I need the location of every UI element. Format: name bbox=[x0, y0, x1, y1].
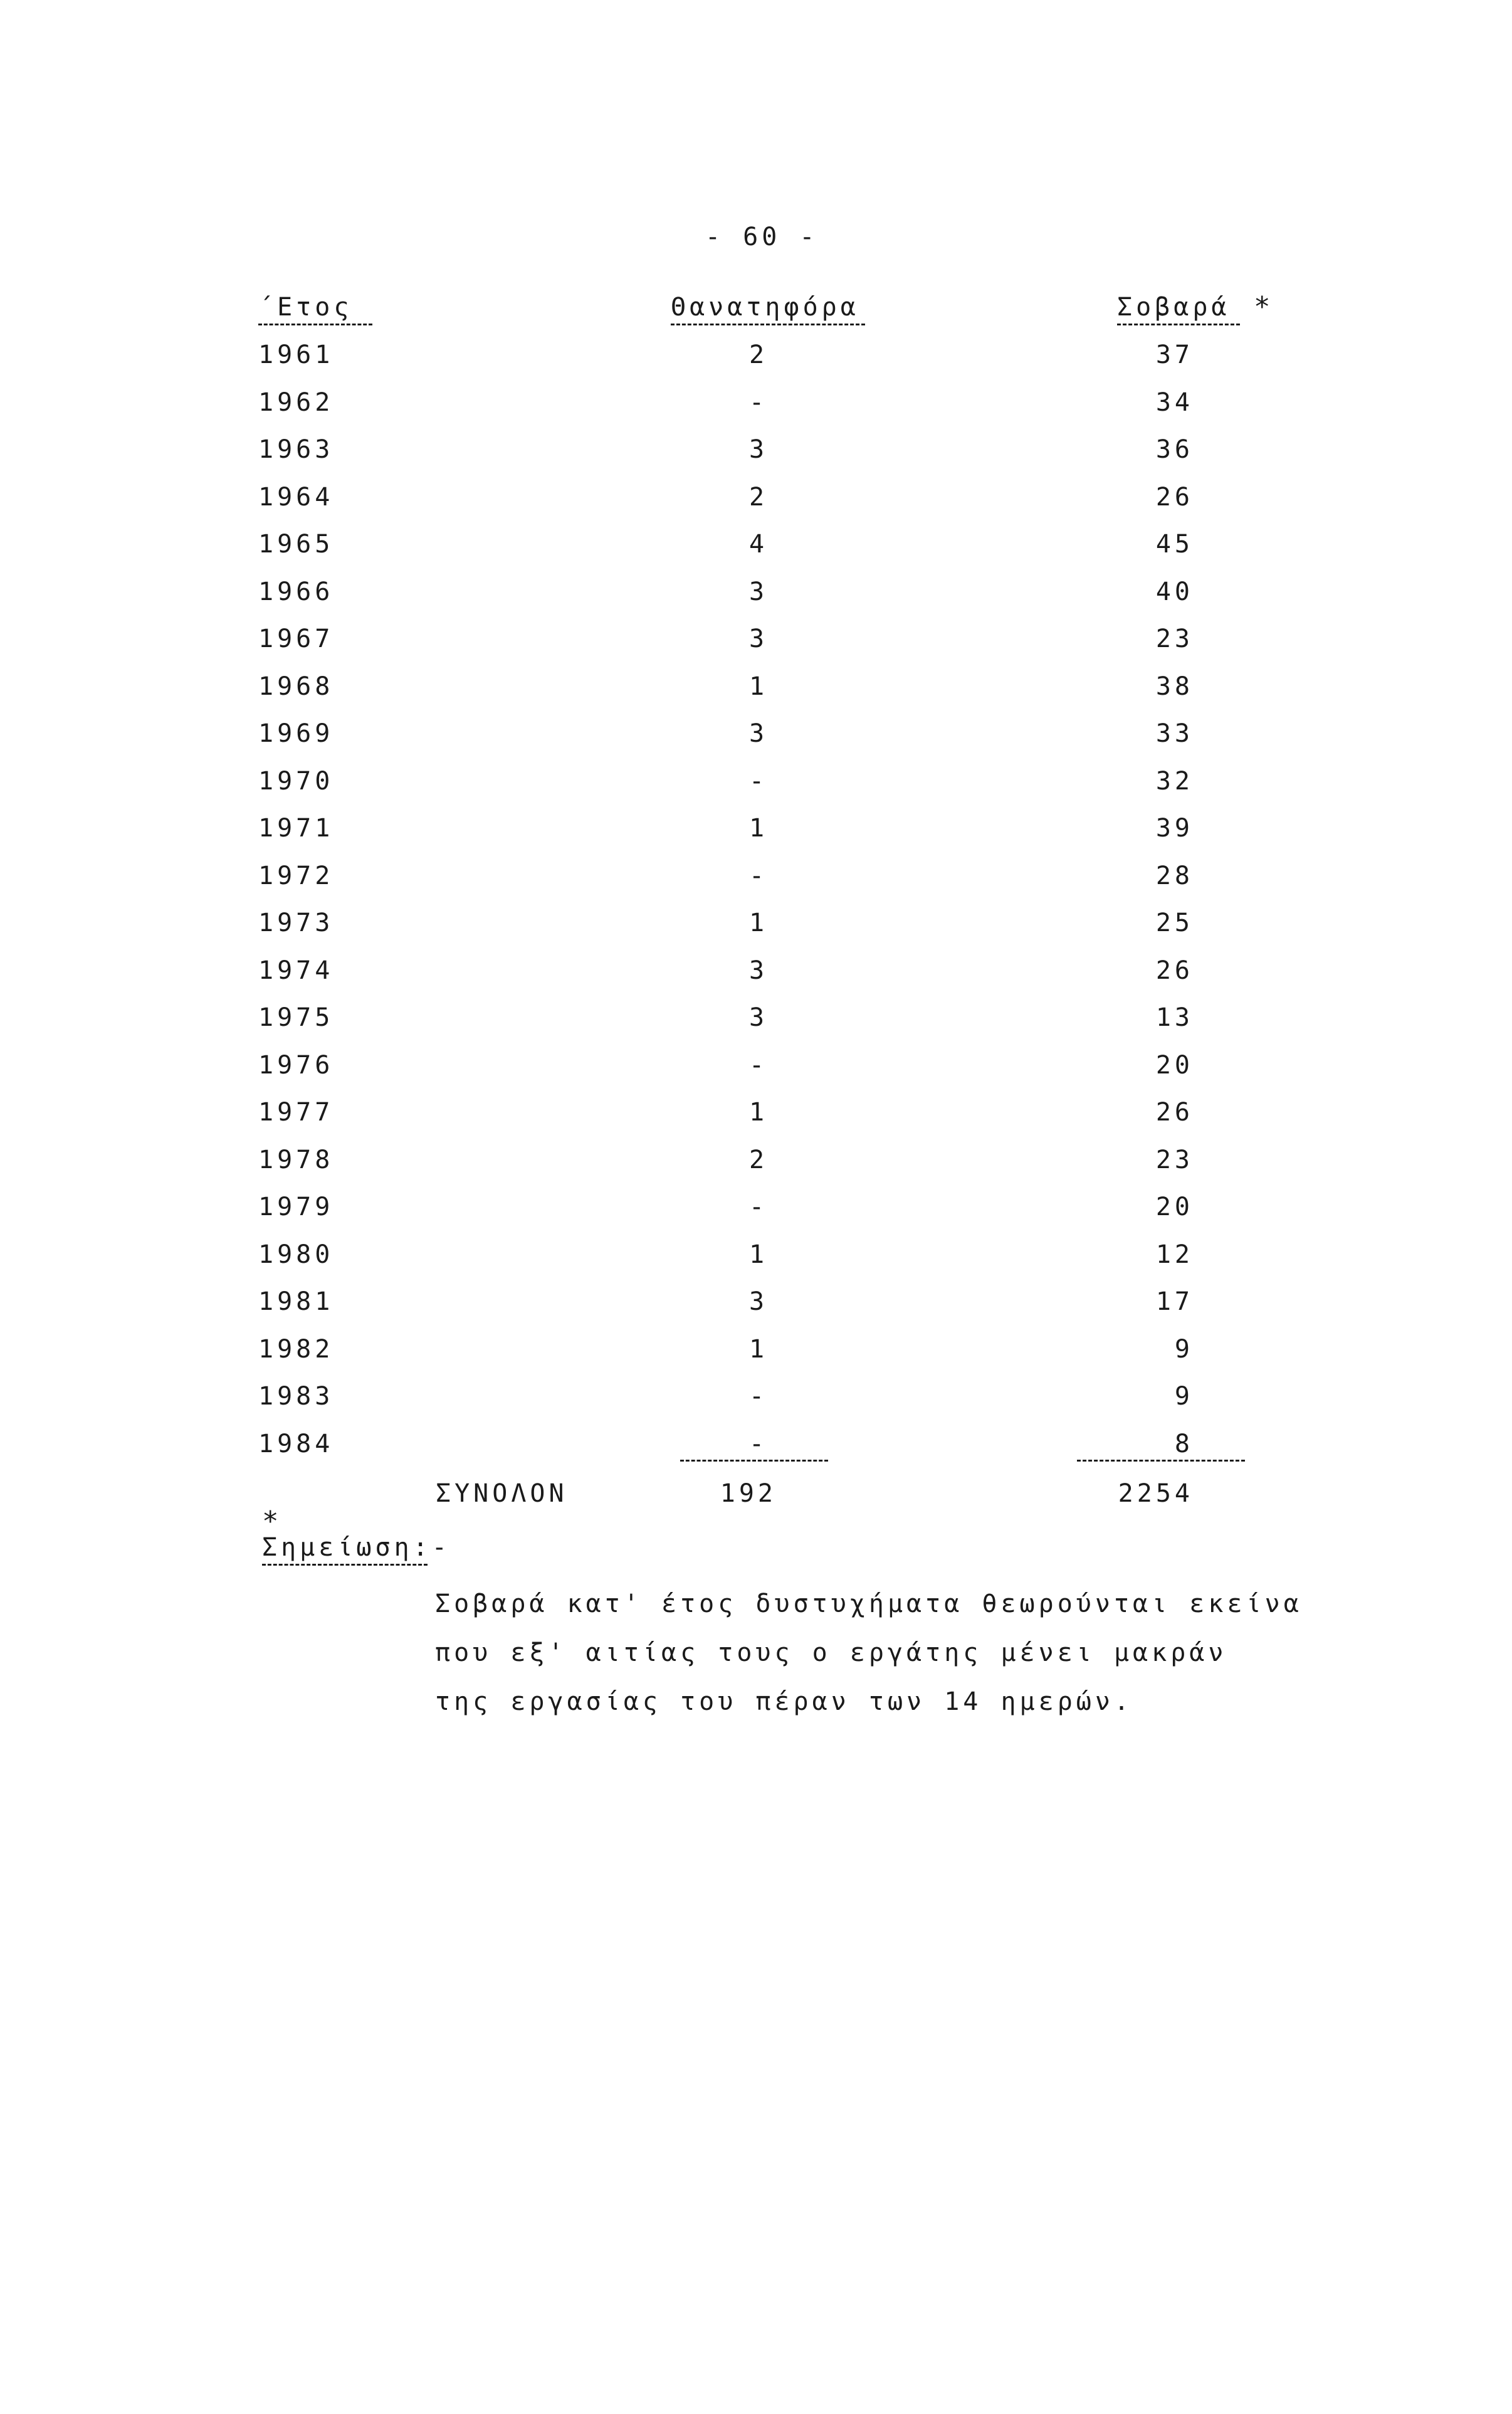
table-cell-serious: 28 bbox=[1155, 861, 1194, 890]
table-cell-serious: 38 bbox=[1155, 672, 1194, 701]
table-cell-fatal: - bbox=[748, 387, 769, 417]
total-fatal: 192 bbox=[720, 1479, 777, 1508]
table-cell-year: 1984 bbox=[258, 1429, 334, 1458]
table-cell-serious: 39 bbox=[1155, 814, 1194, 843]
serious-footnote-marker: * bbox=[1254, 291, 1271, 323]
column-header-year-underline bbox=[258, 324, 372, 325]
total-rule-fatal bbox=[680, 1460, 828, 1462]
table-cell-fatal: 3 bbox=[748, 625, 769, 653]
table-cell-year: 1963 bbox=[258, 435, 334, 464]
note-line: Σοβαρά κατ' έτος δυστυχήματα θεωρούνται εκείνα bbox=[435, 1589, 1303, 1618]
table-cell-serious: 13 bbox=[1155, 1003, 1194, 1032]
table-cell-fatal: 1 bbox=[748, 1240, 769, 1269]
table-cell-fatal: - bbox=[748, 1050, 769, 1080]
table-cell-year: 1966 bbox=[258, 577, 334, 606]
table-cell-year: 1968 bbox=[258, 672, 334, 701]
table-cell-serious: 25 bbox=[1155, 909, 1194, 937]
table-cell-serious: 37 bbox=[1155, 340, 1194, 369]
table-cell-fatal: 3 bbox=[748, 1287, 769, 1316]
page-number: - 60 - bbox=[705, 223, 819, 251]
note-line: της εργασίας του πέραν των 14 ημερών. bbox=[435, 1687, 1133, 1716]
table-cell-fatal: - bbox=[748, 1382, 769, 1411]
table-cell-fatal: 3 bbox=[748, 577, 769, 606]
table-cell-serious: 26 bbox=[1155, 482, 1194, 512]
table-cell-serious: 9 bbox=[1174, 1382, 1194, 1411]
table-cell-year: 1974 bbox=[258, 956, 334, 985]
table-cell-fatal: 2 bbox=[748, 340, 769, 369]
total-label: ΣΥΝΟΛΟΝ bbox=[436, 1479, 568, 1508]
table-cell-fatal: 3 bbox=[748, 719, 769, 748]
table-cell-fatal: - bbox=[748, 766, 769, 796]
table-cell-fatal: - bbox=[748, 1193, 769, 1221]
table-cell-year: 1980 bbox=[258, 1240, 334, 1269]
table-cell-fatal: 4 bbox=[748, 530, 769, 559]
table-cell-serious: 40 bbox=[1155, 577, 1194, 606]
table-cell-year: 1979 bbox=[258, 1193, 334, 1221]
column-header-serious: Σοβαρά bbox=[1117, 293, 1231, 322]
table-cell-fatal: 1 bbox=[748, 1334, 769, 1364]
table-cell-year: 1969 bbox=[258, 719, 334, 748]
table-cell-year: 1965 bbox=[258, 530, 334, 559]
table-cell-serious: 45 bbox=[1155, 530, 1194, 559]
table-cell-fatal: 1 bbox=[748, 909, 769, 937]
note-label: Σημείωση:- bbox=[262, 1533, 451, 1562]
table-cell-serious: 36 bbox=[1155, 435, 1194, 464]
table-cell-year: 1978 bbox=[258, 1145, 334, 1174]
table-cell-serious: 20 bbox=[1155, 1050, 1194, 1080]
table-cell-fatal: 3 bbox=[748, 435, 769, 464]
table-cell-year: 1971 bbox=[258, 814, 334, 843]
table-cell-year: 1977 bbox=[258, 1098, 334, 1127]
table-cell-serious: 9 bbox=[1174, 1334, 1194, 1364]
table-cell-year: 1972 bbox=[258, 861, 334, 890]
table-cell-year: 1964 bbox=[258, 482, 334, 512]
table-cell-fatal: 2 bbox=[748, 1145, 769, 1174]
total-serious: 2254 bbox=[1118, 1479, 1194, 1508]
table-cell-year: 1983 bbox=[258, 1382, 334, 1411]
table-cell-serious: 26 bbox=[1155, 1098, 1194, 1127]
column-header-year: ΄Ετος bbox=[258, 293, 353, 322]
table-cell-fatal: - bbox=[748, 861, 769, 890]
note-label-underline bbox=[262, 1564, 428, 1566]
table-cell-year: 1982 bbox=[258, 1334, 334, 1364]
note-line: που εξ' αιτίας τους ο εργάτης μένει μακράν bbox=[435, 1638, 1227, 1667]
table-cell-serious: 17 bbox=[1155, 1287, 1194, 1316]
table-cell-year: 1975 bbox=[258, 1003, 334, 1032]
table-cell-serious: 23 bbox=[1155, 1145, 1194, 1174]
column-header-fatal: Θανατηφόρα bbox=[671, 293, 859, 322]
table-cell-serious: 26 bbox=[1155, 956, 1194, 985]
table-cell-serious: 33 bbox=[1155, 719, 1194, 748]
table-cell-fatal: 2 bbox=[748, 482, 769, 512]
table-cell-fatal: - bbox=[748, 1429, 769, 1458]
table-cell-serious: 34 bbox=[1155, 387, 1194, 417]
table-cell-fatal: 3 bbox=[748, 956, 769, 985]
table-cell-year: 1976 bbox=[258, 1050, 334, 1080]
table-cell-serious: 8 bbox=[1174, 1429, 1194, 1458]
table-cell-fatal: 1 bbox=[748, 814, 769, 843]
table-cell-year: 1962 bbox=[258, 387, 334, 417]
table-cell-serious: 23 bbox=[1155, 625, 1194, 653]
column-header-serious-underline bbox=[1117, 324, 1240, 325]
table-cell-fatal: 3 bbox=[748, 1003, 769, 1032]
table-cell-fatal: 1 bbox=[748, 1098, 769, 1127]
column-header-fatal-underline bbox=[671, 324, 865, 325]
table-cell-year: 1967 bbox=[258, 625, 334, 653]
table-cell-year: 1981 bbox=[258, 1287, 334, 1316]
note-marker: * bbox=[262, 1505, 279, 1537]
total-rule-serious bbox=[1077, 1460, 1245, 1462]
table-cell-year: 1973 bbox=[258, 909, 334, 937]
table-cell-year: 1961 bbox=[258, 340, 334, 369]
table-cell-serious: 20 bbox=[1155, 1193, 1194, 1221]
table-cell-serious: 12 bbox=[1155, 1240, 1194, 1269]
table-cell-serious: 32 bbox=[1155, 766, 1194, 796]
table-cell-fatal: 1 bbox=[748, 672, 769, 701]
table-cell-year: 1970 bbox=[258, 766, 334, 796]
